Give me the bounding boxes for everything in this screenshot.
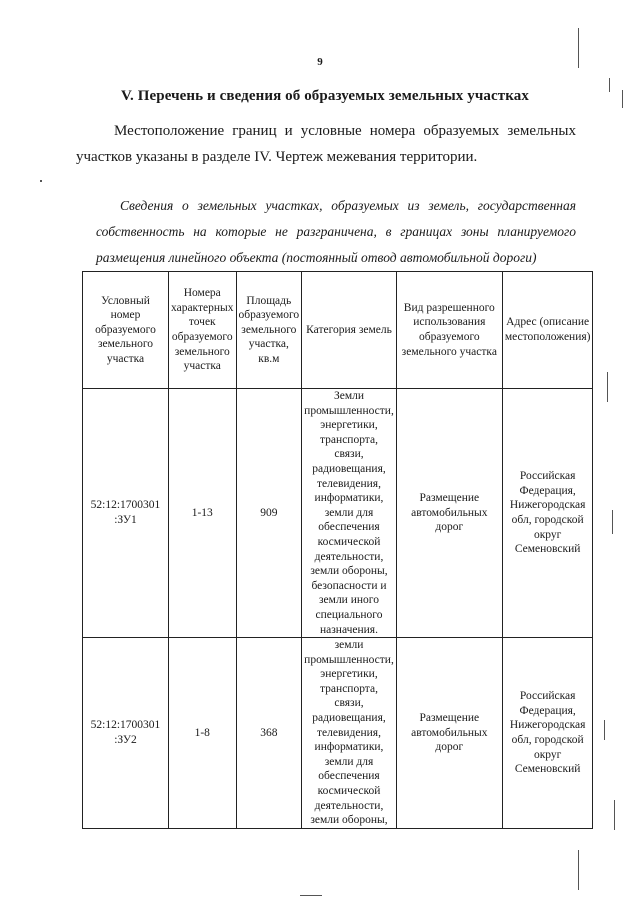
header-address: Адрес (описание местоположения)	[502, 272, 593, 389]
section-title: V. Перечень и сведения об образуемых земельных участках	[121, 88, 529, 104]
header-category: Категория земель	[302, 272, 397, 389]
page-number: 9	[317, 56, 323, 68]
intro-paragraph: Местоположение границ и условные номера образуемых земельных участков указаны в разделе IV. Чертеж межевания территории.	[76, 123, 576, 165]
cell-category: земли промышленности, энергетики, транспорта, связи, радиовещания, телевидения, информатики, земли для обеспечения космической деятельности, земли обороны,	[302, 638, 397, 829]
header-number: Условный номер образуемого земельного участка	[83, 272, 169, 389]
land-plots-table	[82, 271, 593, 829]
cell-area: 368	[236, 638, 302, 829]
cell-usage: Размещение автомобильных дорог	[396, 638, 502, 829]
header-points: Номера характерных точек образуемого земельного участка	[169, 272, 237, 389]
table-caption: Сведения о земельных участках, образуемых из земель, государственная собственность на которые не разграничена, в границах зоны планируемого размещения линейного объекта (постоянный отвод автомобильной дороги)	[96, 198, 576, 265]
cell-points: 1-13	[169, 389, 237, 638]
cell-category: Земли промышленности, энергетики, транспорта, связи, радиовещания, телевидения, информатики, земли для обеспечения космической деятельности, земли обороны, безопасности и земли иного специального назначения.	[302, 389, 397, 638]
cell-address: Российская Федерация, Нижегородская обл, городской округ Семеновский	[502, 389, 593, 638]
cell-number: 52:12:1700301 :ЗУ1	[83, 389, 169, 638]
header-usage: Вид разрешенного использования образуемого земельного участка	[396, 272, 502, 389]
cell-number: 52:12:1700301 :ЗУ2	[83, 638, 169, 829]
header-area: Площадь образуемого земельного участка, кв.м	[236, 272, 302, 389]
table-row	[83, 389, 593, 638]
cell-address: Российская Федерация, Нижегородская обл, городской округ Семеновский	[502, 638, 593, 829]
cell-area: 909	[236, 389, 302, 638]
table-row	[83, 638, 593, 829]
table-header-row	[83, 272, 593, 389]
cell-usage: Размещение автомобильных дорог	[396, 389, 502, 638]
cell-points: 1-8	[169, 638, 237, 829]
